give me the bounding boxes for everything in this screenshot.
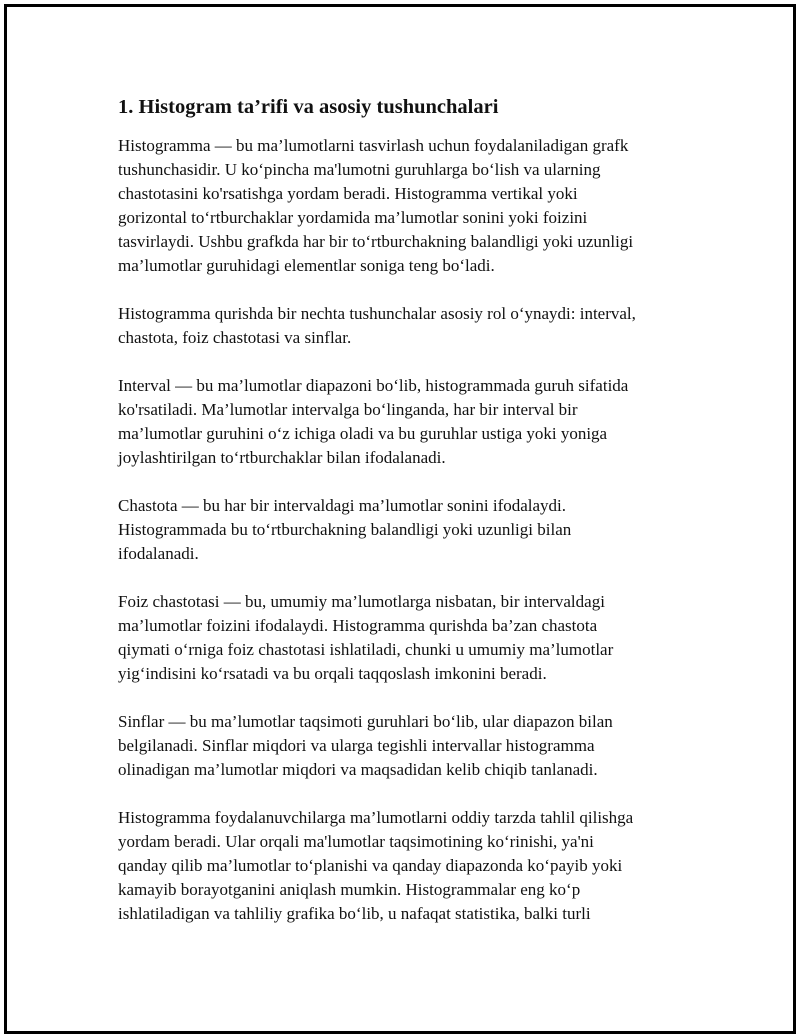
text-line: Histogrammada bu to‘rtburchakning balandligi yoki uzunligi bilan (118, 520, 572, 539)
text-line: chastota, foiz chastotasi va sinflar. (118, 328, 352, 347)
paragraph-usage (118, 806, 688, 926)
text-line: gorizontal to‘rtburchaklar yordamida ma’lumotlar sonini yoki foizini (118, 208, 588, 227)
text-line: ko'rsatiladi. Ma’lumotlar intervalga bo‘linganda, har bir interval bir (118, 400, 578, 419)
text-line: tushunchasidir. U ko‘pincha ma'lumotni guruhlarga bo‘lish va ularning (118, 160, 601, 179)
text-line: yordam beradi. Ular orqali ma'lumotlar taqsimotining ko‘rinishi, ya'ni (118, 832, 594, 851)
text-line: ishlatiladigan va tahliliy grafika bo‘lib, u nafaqat statistika, balki turli (118, 904, 591, 923)
text-line: Foiz chastotasi — bu, umumiy ma’lumotlarga nisbatan, bir intervaldagi (118, 592, 605, 611)
paragraph-definition (118, 134, 688, 278)
document-body (118, 93, 688, 950)
text-line: kamayib borayotganini aniqlash mumkin. Histogrammalar eng ko‘p (118, 880, 581, 899)
text-line: Sinflar — bu ma’lumotlar taqsimoti guruhlari bo‘lib, ular diapazon bilan (118, 712, 613, 731)
text-line: Chastota — bu har bir intervaldagi ma’lumotlar sonini ifodalaydi. (118, 496, 567, 515)
text-line: ifodalanadi. (118, 544, 199, 563)
text-line: ma’lumotlar foizini ifodalaydi. Histogramma qurishda ba’zan chastota (118, 616, 598, 635)
text-line: belgilanadi. Sinflar miqdori va ularga tegishli intervallar histogramma (118, 736, 595, 755)
paragraph-classes (118, 710, 688, 782)
text-line: joylashtirilgan to‘rtburchaklar bilan ifodalanadi. (118, 448, 446, 467)
text-line: Histogramma foydalanuvchilarga ma’lumotlarni oddiy tarzda tahlil qilishga (118, 808, 634, 827)
text-line: Histogramma — bu ma’lumotlarni tasvirlash uchun foydalaniladigan grafk (118, 136, 629, 155)
text-line: ma’lumotlar guruhidagi elementlar soniga teng bo‘ladi. (118, 256, 495, 275)
text-line: olinadigan ma’lumotlar miqdori va maqsadidan kelib chiqib tanlanadi. (118, 760, 598, 779)
text-line: tasvirlaydi. Ushbu grafkda har bir to‘rtburchakning balandligi yoki uzunligi (118, 232, 634, 251)
text-line: Histogramma qurishda bir nechta tushunchalar asosiy rol o‘ynaydi: interval, (118, 304, 636, 323)
paragraph-interval (118, 374, 688, 470)
text-line: yig‘indisini ko‘rsatadi va bu orqali taqqoslash imkonini beradi. (118, 664, 547, 683)
text-line: qanday qilib ma’lumotlar to‘planishi va qanday diapazonda ko‘payib yoki (118, 856, 623, 875)
paragraph-frequency (118, 494, 688, 566)
section-heading: 1. Histogram ta’rifi va asosiy tushunchalari (118, 96, 499, 118)
text-line: qiymati o‘rniga foiz chastotasi ishlatiladi, chunki u umumiy ma’lumotlar (118, 640, 614, 659)
paragraph-key-concepts (118, 302, 688, 350)
text-line: Interval — bu ma’lumotlar diapazoni bo‘lib, histogrammada guruh sifatida (118, 376, 629, 395)
text-line: ma’lumotlar guruhini o‘z ichiga oladi va bu guruhlar ustiga yoki yoniga (118, 424, 608, 443)
paragraph-percent-frequency (118, 590, 688, 686)
text-line: chastotasini ko'rsatishga yordam beradi. Histogramma vertikal yoki (118, 184, 578, 203)
